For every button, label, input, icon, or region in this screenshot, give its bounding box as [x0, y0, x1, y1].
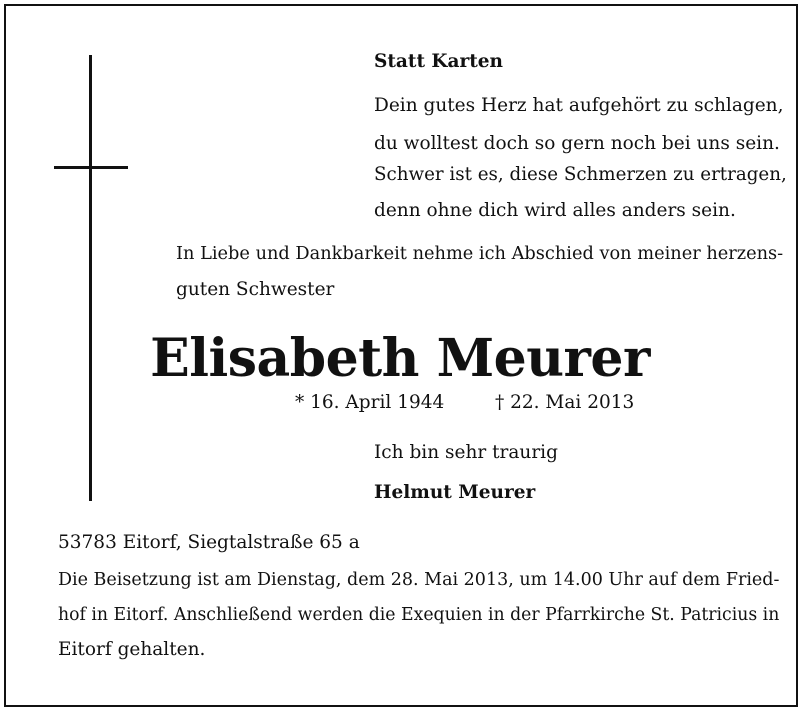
poem-line-1: Dein gutes Herz hat aufgehört zu schlagen,	[374, 95, 784, 116]
intro-line-2: guten Schwester	[176, 279, 335, 300]
funeral-line-1: Die Beisetzung ist am Dienstag, dem 28. Mai 2013, um 14.00 Uhr auf dem Fried-	[58, 570, 780, 590]
poem-line-2: du wolltest doch so gern noch bei uns sein.	[374, 133, 780, 154]
intro-line-1: In Liebe und Dankbarkeit nehme ich Abschied von meiner herzens-	[176, 244, 784, 264]
mourner-name: Helmut Meurer	[374, 482, 536, 503]
death-date: † 22. Mai 2013	[495, 392, 635, 413]
funeral-line-3: Eitorf gehalten.	[58, 639, 206, 660]
mourner-sentence: Ich bin sehr traurig	[374, 442, 558, 463]
cross-horizontal-bar	[54, 166, 128, 169]
poem-line-3: Schwer ist es, diese Schmerzen zu ertragen,	[374, 164, 787, 185]
deceased-name: Elisabeth Meurer	[150, 328, 650, 389]
header-text: Statt Karten	[374, 51, 504, 72]
funeral-line-2: hof in Eitorf. Anschließend werden die Exequien in der Pfarrkirche St. Patricius in	[58, 605, 780, 625]
birth-date: * 16. April 1944	[295, 392, 445, 413]
address: 53783 Eitorf, Siegtalstraße 65 a	[58, 532, 360, 553]
poem-line-4: denn ohne dich wird alles anders sein.	[374, 200, 736, 221]
cross-vertical-bar	[89, 55, 92, 501]
